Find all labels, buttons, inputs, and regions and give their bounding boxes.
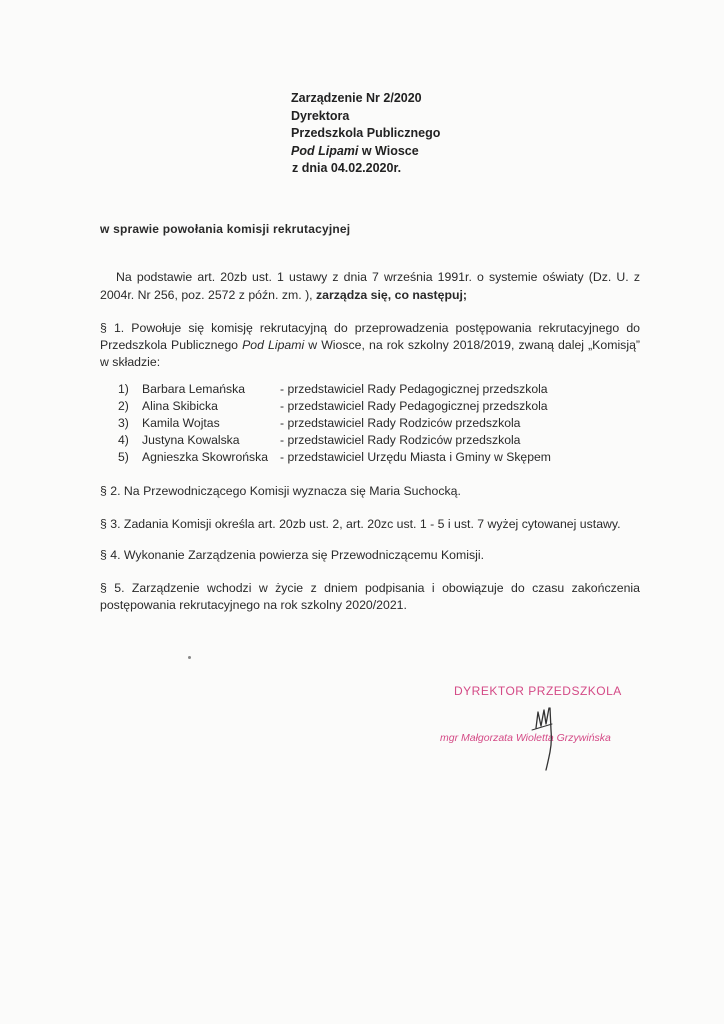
- handwritten-signature: [528, 700, 588, 780]
- header-institution: Przedszkola Publicznego: [291, 126, 441, 140]
- member-name: Alina Skibicka: [142, 399, 218, 413]
- stamp-title: DYREKTOR PRZEDSZKOLA: [454, 684, 622, 698]
- member-role: - przedstawiciel Rady Rodziców przedszkola: [280, 416, 521, 430]
- paragraph-1-part2: w Wiosce, na rok szkolny 2018/2019, zwaną dalej „Komisją” w składzie:: [100, 338, 641, 369]
- header-title: Zarządzenie Nr 2/2020: [291, 91, 422, 105]
- member-role: - przedstawiciel Rady Rodziców przedszkola: [280, 433, 521, 447]
- list-item: [118, 432, 551, 449]
- paragraph-1: [100, 320, 640, 371]
- member-name: Justyna Kowalska: [142, 433, 240, 447]
- stamp-name: mgr Małgorzata Wioletta Grzywińska: [440, 732, 611, 744]
- member-number: 1): [118, 382, 129, 396]
- list-item: [118, 398, 551, 415]
- member-role: - przedstawiciel Rady Pedagogicznej przedszkola: [280, 382, 548, 396]
- list-item: [118, 415, 551, 432]
- scan-speck: [188, 656, 191, 659]
- member-number: 3): [118, 416, 129, 430]
- member-name: Barbara Lemańska: [142, 382, 245, 396]
- paragraph-1-part1: § 1. Powołuje się komisję rekrutacyjną do przeprowadzenia postępowania rekrutacyjnego do Przedszkola Publicznego: [100, 321, 640, 352]
- document-header: [291, 90, 440, 178]
- member-role: - przedstawiciel Rady Pedagogicznej przedszkola: [280, 399, 548, 413]
- header-institution-name: [291, 143, 440, 161]
- member-role: - przedstawiciel Urzędu Miasta i Gminy w Skępem: [280, 450, 551, 464]
- header-date: z dnia 04.02.2020r.: [292, 161, 402, 175]
- list-item: [118, 449, 551, 466]
- intro-bold: zarządza się, co następuj;: [316, 288, 468, 302]
- paragraph-4: § 4. Wykonanie Zarządzenia powierza się Przewodniczącemu Komisji.: [100, 548, 484, 562]
- paragraph-2: § 2. Na Przewodniczącego Komisji wyznacza się Maria Suchocką.: [100, 484, 461, 498]
- member-name: Agnieszka Skowrońska: [142, 450, 268, 464]
- intro-paragraph: [100, 268, 640, 304]
- intro-text: Na podstawie art. 20zb ust. 1 ustawy z dnia 7 września 1991r. o systemie oświaty (Dz. U. z 2004r. Nr 256, poz. 2572 z późn. zm. ),: [100, 270, 640, 302]
- header-institution-location: w Wiosce: [358, 143, 419, 158]
- paragraph-3: § 3. Zadania Komisji określa art. 20zb ust. 2, art. 20zc ust. 1 - 5 i ust. 7 wyżej cytowanej ustawy.: [100, 517, 621, 531]
- document-subject: w sprawie powołania komisji rekrutacyjnej: [100, 222, 351, 236]
- header-institution-italic: Pod Lipami: [291, 143, 359, 158]
- committee-members-list: [118, 381, 551, 466]
- member-name: Kamila Wojtas: [142, 416, 220, 430]
- list-item: [118, 381, 551, 398]
- header-issuer: Dyrektora: [291, 108, 350, 123]
- paragraph-1-italic: Pod Lipami: [242, 338, 305, 352]
- member-number: 5): [118, 450, 129, 464]
- paragraph-5: § 5. Zarządzenie wchodzi w życie z dniem podpisania i obowiązuje do czasu zakończenia postępowania rekrutacyjnego na rok szkolny 2020/2021.: [100, 581, 640, 612]
- member-number: 2): [118, 399, 129, 413]
- member-number: 4): [118, 433, 129, 447]
